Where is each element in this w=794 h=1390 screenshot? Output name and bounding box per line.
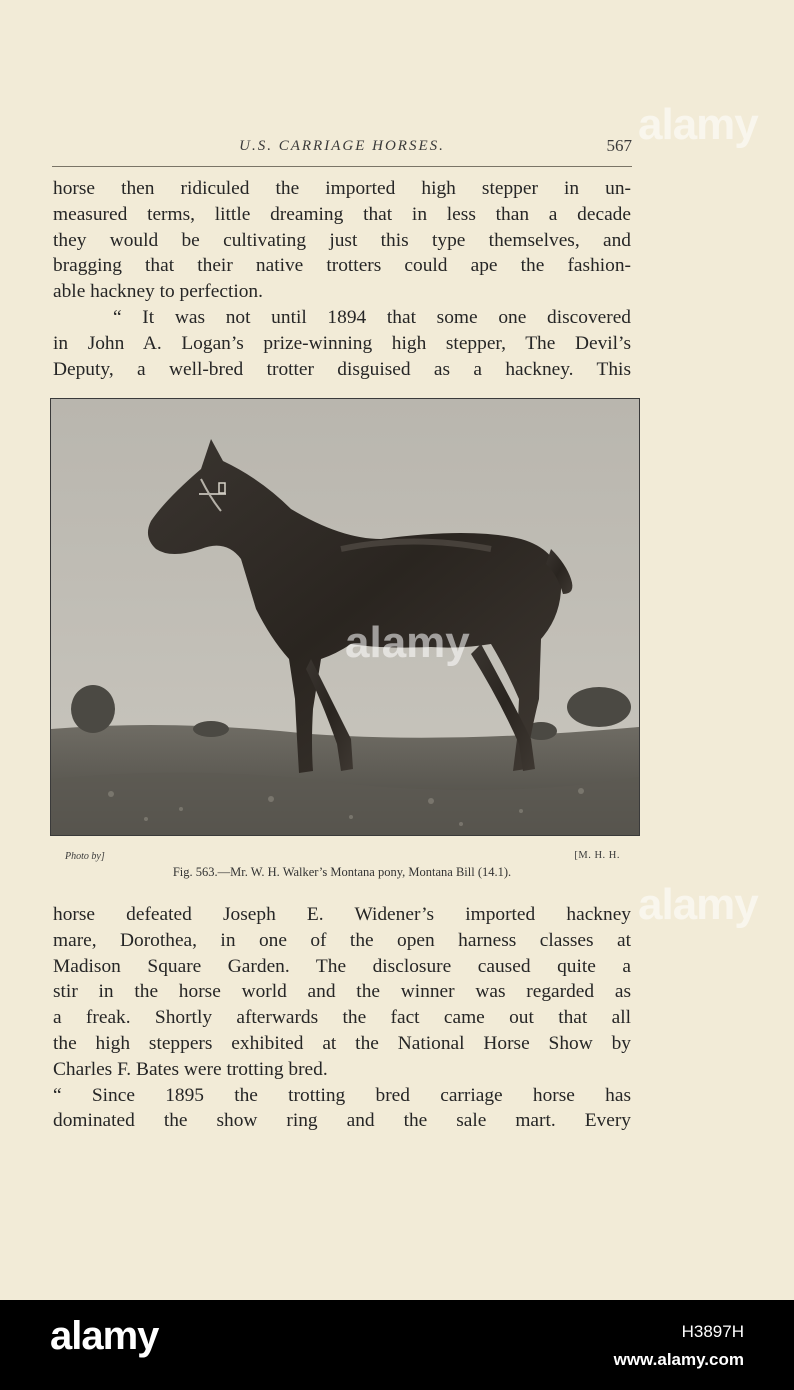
text-line: Charles F. Bates were trotting bred. bbox=[53, 1058, 328, 1080]
paragraph-bottom bbox=[53, 902, 631, 1134]
figure-caption: Fig. 563.—Mr. W. H. Walker’s Montana pony, Montana Bill (14.1). bbox=[172, 865, 512, 879]
photo-credit: Photo by] bbox=[65, 851, 105, 862]
footer-url: www.alamy.com bbox=[613, 1350, 744, 1369]
text-line: a freak. Shortly afterwards the fact came out that all bbox=[53, 1007, 631, 1029]
text-line: in John A. Logan’s prize-winning high stepper, The Devil’s bbox=[53, 332, 631, 354]
text-line: dominated the show ring and the sale mart. Every bbox=[53, 1110, 631, 1132]
text-line: horse defeated Joseph E. Widener’s imported hackney bbox=[53, 904, 631, 925]
horse-photo-illustration bbox=[51, 399, 639, 835]
alamy-logo: alamy bbox=[50, 1314, 159, 1358]
text-line: “ Since 1895 the trotting bred carriage horse has bbox=[53, 1084, 631, 1106]
watermark: alamy bbox=[638, 100, 758, 149]
text-line: stir in the horse world and the winner was regarded as bbox=[53, 981, 631, 1003]
photo-source: [M. H. H. bbox=[574, 850, 620, 861]
text-line: bragging that their native trotters could ape the fashion- bbox=[53, 255, 631, 277]
photo-overprint: alamy bbox=[345, 618, 470, 667]
text-line: mare, Dorothea, in one of the open harness classes at bbox=[53, 929, 631, 951]
text-line: able hackney to perfection. bbox=[53, 281, 263, 303]
text-line: the high steppers exhibited at the National Horse Show by bbox=[53, 1032, 631, 1054]
text-line: measured terms, little dreaming that in less than a decade bbox=[53, 203, 631, 225]
watermark: alamy bbox=[638, 880, 758, 929]
image-id: H3897H bbox=[681, 1322, 744, 1341]
text-line: Madison Square Garden. The disclosure caused quite a bbox=[53, 955, 631, 977]
paragraph-top bbox=[53, 176, 631, 382]
text-line: “ It was not until 1894 that some one discovered bbox=[113, 306, 631, 328]
page-header bbox=[52, 136, 632, 158]
stock-footer bbox=[0, 1300, 794, 1390]
text-line: Deputy, a well-bred trotter disguised as a hackney. This bbox=[53, 358, 631, 380]
text-line: horse then ridiculed the imported high stepper in un- bbox=[53, 178, 631, 199]
header-rule bbox=[52, 166, 632, 167]
text-line: they would be cultivating just this type themselves, and bbox=[53, 229, 631, 251]
page-number: 567 bbox=[606, 136, 632, 155]
horse-photograph bbox=[50, 398, 640, 836]
running-title: U.S. CARRIAGE HORSES. bbox=[239, 138, 445, 154]
